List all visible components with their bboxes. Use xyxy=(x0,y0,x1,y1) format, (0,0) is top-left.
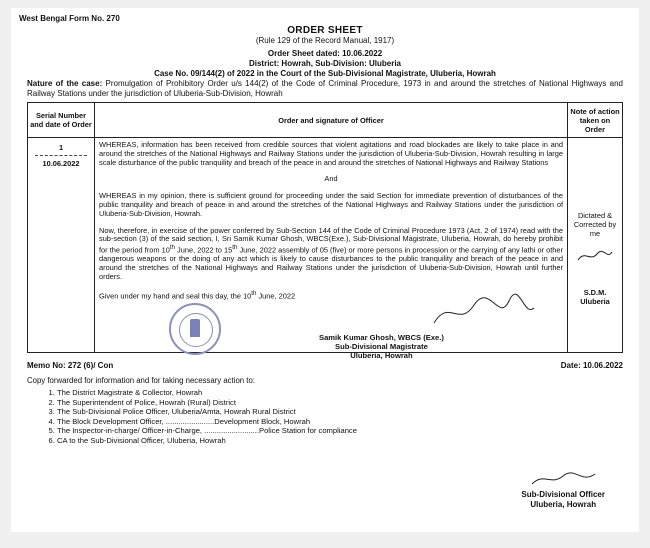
case-number: Case No. 09/144(2) of 2022 in the Court of the Sub-Divisional Magistrate, Uluberia, Howrah xyxy=(154,69,496,78)
order-table xyxy=(27,102,623,361)
district-line: District: Howrah, Sub-Division: Uluberia xyxy=(248,59,401,68)
given-part-b: June, 2022 xyxy=(256,291,296,301)
sdm-label: S.D.M. xyxy=(583,288,607,297)
rule-reference: (Rule 129 of the Record Manual, 1917) xyxy=(255,36,395,45)
superscript: th xyxy=(232,244,238,252)
col-serial-header: Serial Number and date of Order xyxy=(28,103,95,138)
copy-intro: Copy forwarded for information and for taking necessary action to: xyxy=(27,376,255,386)
memo-line xyxy=(27,361,623,370)
para3-part-c: June, 2022 assembly of 05 (five) or more persons in procession or the carrying of any lathi or other dangerous weapons or the doing of any act which is likely to cause disturbances to the public tranquility and breach of the peace in and around the stretches of the National Highways and Railway Stations under the jurisdiction of Uluberia-Sub-Division, Howrah until further orders. xyxy=(99,245,563,282)
paragraph-1: WHEREAS, information has been received from credible sources that violent agitations and road blockades are likely to take place in and around the stretches of the National Highways and Railway Stations under the jurisdiction of Uluberia-Sub-Division, Howrah resulting in large scale disturbance of the public tranquility and breach of the peace in and around the stretches of National Highways and Railway Stations xyxy=(99,140,563,167)
order-body xyxy=(95,138,568,361)
memo-number: Memo No: 272 (6)/ Con xyxy=(27,361,114,371)
note-cell xyxy=(568,138,623,353)
nature-text: Promulgation of Prohibitory Order u/s 144(2) of the Code of Criminal Procedure, 1973 in and around the stretches of National Highways and Railway Stations under the jurisdiction of Uluberia-Sub-Division, Howrah xyxy=(27,79,623,98)
serial-cell xyxy=(28,138,95,353)
list-item: 6. CA to the Sub-Divisional Officer, Uluberia, Howrah xyxy=(57,436,623,446)
superscript: th xyxy=(251,289,257,297)
nature-of-case xyxy=(27,79,623,98)
para3-part-a: Now, therefore, in exercise of the power conferred by Sub-Section 144 of the Code of Criminal Procedure 1973 (Act. 2 of 1974) read with the sub-section (3) of the said section, I, Sri Samik Kumar Ghosh, WBCS(Exe.), Sub-Divisional Magistrate, Uluberia, Howrah, do hereby prohibit for the period from 10 xyxy=(99,225,563,255)
official-seal xyxy=(169,303,221,355)
para3-part-b: June, 2022 to 15 xyxy=(174,245,233,255)
list-item: 4. The Block Development Officer, .......................Development Block, Howrah xyxy=(57,417,623,427)
sdo-signature xyxy=(529,470,599,488)
list-item: 5. The Inspector-in-charge/ Officer-in-Charge, ..........................Police Station for compliance xyxy=(57,426,623,436)
copy-list xyxy=(57,388,623,446)
sdo-place: Uluberia, Howrah xyxy=(530,500,597,509)
sdo-title: Sub-Divisional Officer xyxy=(521,490,605,499)
col-order-header: Order and signature of Officer xyxy=(95,103,568,138)
signatory xyxy=(319,333,444,360)
dictated-note: Dictated & Corrected by me xyxy=(573,211,617,238)
note-signature xyxy=(575,248,615,264)
divider xyxy=(35,155,87,156)
memo-date: Date: 10.06.2022 xyxy=(560,361,623,371)
col-note-header: Note of action taken on Order xyxy=(568,103,623,138)
and-text: And xyxy=(324,174,338,184)
signature-block xyxy=(99,301,563,361)
list-item: 3. The Sub-Divisional Police Officer, Uluberia/Amta, Howrah Rural District xyxy=(57,407,623,417)
signature-scribble xyxy=(429,293,539,333)
serial-number: 1 xyxy=(58,143,64,152)
emblem-icon xyxy=(190,319,200,337)
nature-label: Nature of the case: xyxy=(27,79,103,88)
paragraph-2: WHEREAS in my opinion, there is sufficient ground for proceeding under the said Section for immediate prevention of disturbances of the public tranquility and breach of peace in and around the stretches of the National Highways and Railway Stations under the jurisdiction of Uluberia-Sub-Division, Howrah. xyxy=(99,191,563,218)
order-date: Order Sheet dated: 10.06.2022 xyxy=(267,49,383,58)
given-part-a: Given under my hand and seal this day, the 10 xyxy=(99,291,252,301)
superscript: th xyxy=(169,244,175,252)
paragraph-3 xyxy=(99,227,563,282)
sdo-signatory xyxy=(521,490,605,510)
order-sheet-page xyxy=(11,8,639,532)
signatory-name: Samik Kumar Ghosh, WBCS (Exe.) xyxy=(319,333,444,343)
form-number: West Bengal Form No. 270 xyxy=(19,14,120,23)
list-item: 2. The Superintendent of Police, Howrah (Rural) District xyxy=(57,398,623,408)
signatory-title: Sub-Divisional Magistrate xyxy=(335,342,428,352)
signatory-place: Uluberia, Howrah xyxy=(350,351,413,361)
order-date-cell: 10.06.2022 xyxy=(42,159,80,168)
list-item: 1. The District Magistrate & Collector, Howrah xyxy=(57,388,623,398)
document-title: ORDER SHEET xyxy=(287,25,363,36)
sdm-place: Uluberia xyxy=(580,297,610,306)
